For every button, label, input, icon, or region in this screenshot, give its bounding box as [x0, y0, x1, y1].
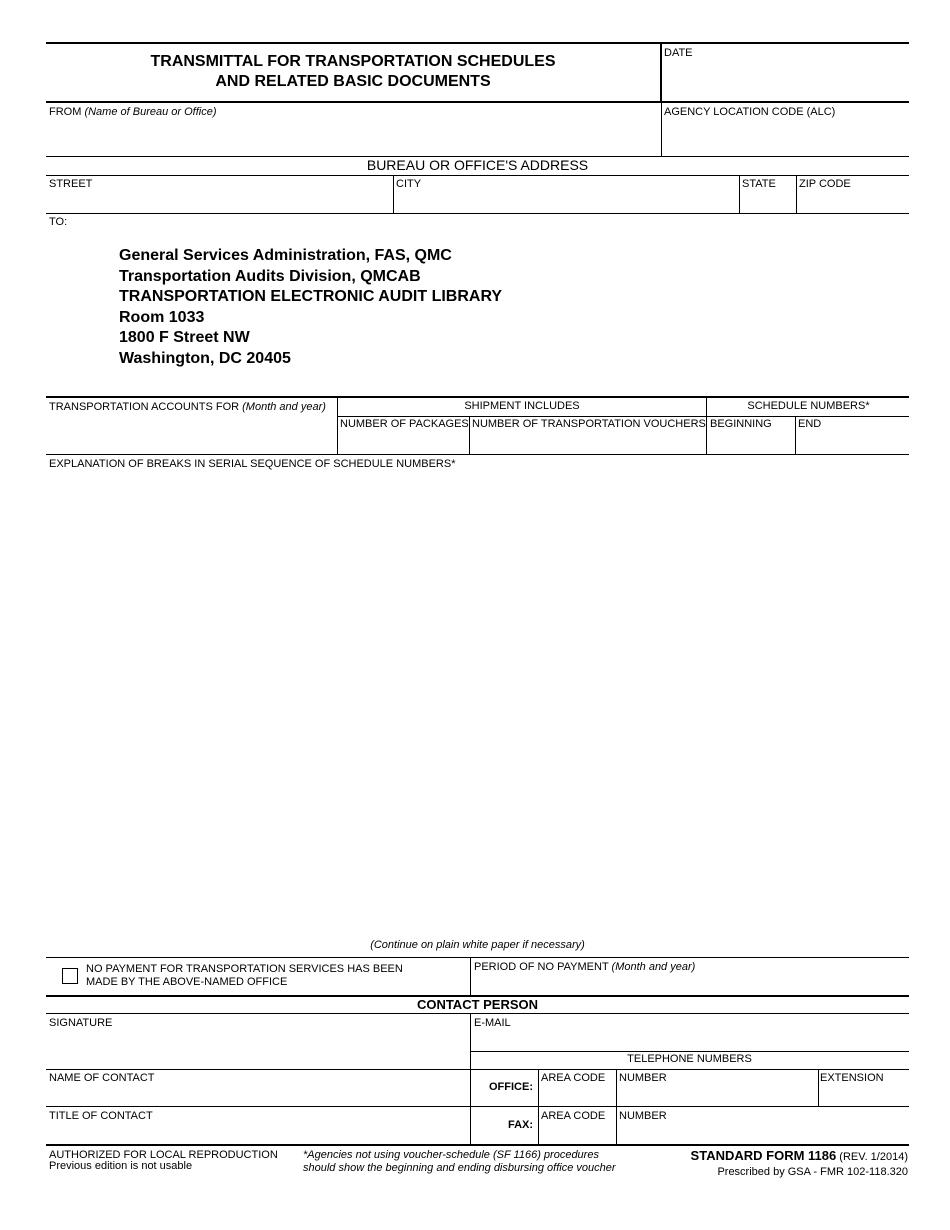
beginning-label: BEGINNING [710, 418, 772, 430]
alc-label: AGENCY LOCATION CODE (ALC) [664, 106, 836, 118]
from-divider [661, 103, 662, 156]
explanation-textarea[interactable] [48, 474, 908, 934]
form-revision: (REV. 1/2014) [839, 1151, 908, 1163]
extension-field[interactable] [820, 1086, 907, 1105]
telephone-heading: TELEPHONE NUMBERS [627, 1053, 752, 1065]
authorized-line2: Previous edition is not usable [49, 1160, 193, 1172]
address-bottom-line [46, 213, 909, 214]
to-line-3: TRANSPORTATION ELECTRONIC AUDIT LIBRARY [119, 288, 503, 306]
beginning-field[interactable] [708, 432, 794, 452]
date-field[interactable] [662, 60, 908, 100]
name-bottom-line [46, 1106, 909, 1107]
office-number-field[interactable] [618, 1086, 816, 1105]
name-label: NAME OF CONTACT [49, 1072, 155, 1084]
contact-divider [470, 1013, 471, 1144]
from-field[interactable] [48, 120, 658, 154]
state-zip-divider [796, 175, 797, 214]
beginning-end-divider [795, 416, 796, 454]
prescribed-line: Prescribed by GSA - FMR 102-118.320 [717, 1166, 908, 1178]
footnote-line2: should show the beginning and ending disbursing office voucher [303, 1162, 616, 1174]
period-field[interactable] [473, 975, 907, 993]
city-field[interactable] [395, 192, 737, 212]
contact-heading: CONTACT PERSON [416, 997, 539, 1012]
zip-label: ZIP CODE [799, 178, 851, 190]
name-field[interactable] [48, 1086, 468, 1105]
fax-label: FAX: [508, 1119, 534, 1131]
accounts-field[interactable] [48, 416, 335, 452]
office-label: OFFICE: [489, 1081, 533, 1093]
no-payment-top-line [46, 957, 909, 958]
fax-number-label: NUMBER [619, 1110, 667, 1122]
address-heading-line [46, 175, 909, 176]
footnote-line1: *Agencies not using voucher-schedule (SF 1166) procedures [303, 1149, 599, 1161]
authorized-line1: AUTHORIZED FOR LOCAL REPRODUCTION [49, 1149, 278, 1161]
from-label: FROM (Name of Bureau or Office) [49, 106, 217, 118]
street-label: STREET [49, 178, 93, 190]
to-line-5: 1800 F Street NW [119, 329, 250, 347]
office-number-label: NUMBER [619, 1072, 667, 1084]
signature-label: SIGNATURE [49, 1017, 113, 1029]
form-title-line2: AND RELATED BASIC DOCUMENTS [215, 73, 491, 90]
no-payment-text-line2: MADE BY THE ABOVE-NAMED OFFICE [86, 976, 288, 988]
end-field[interactable] [797, 432, 908, 452]
email-label: E-MAIL [474, 1017, 511, 1029]
form-number [691, 1148, 908, 1165]
shipment-sub-line [337, 416, 909, 417]
office-area-code-field[interactable] [540, 1086, 614, 1105]
period-label: PERIOD OF NO PAYMENT (Month and year) [474, 961, 696, 973]
explanation-label: EXPLANATION OF BREAKS IN SERIAL SEQUENCE OF SCHEDULE NUMBERS* [49, 458, 456, 470]
alc-field[interactable] [663, 120, 907, 154]
vouchers-label: NUMBER OF TRANSPORTATION VOUCHERS [472, 418, 706, 430]
accounts-bottom-line [46, 454, 909, 455]
form-title-line1: TRANSMITTAL FOR TRANSPORTATION SCHEDULES [150, 53, 556, 70]
signature-field[interactable] [48, 1031, 468, 1067]
shipment-heading: SHIPMENT INCLUDES [464, 400, 580, 412]
state-field[interactable] [741, 192, 794, 212]
schedule-divider [706, 397, 707, 454]
extension-label: EXTENSION [820, 1072, 884, 1084]
header-bottom-line [46, 101, 909, 103]
title-of-contact-field[interactable] [48, 1124, 468, 1143]
continue-note: (Continue on plain white paper if necessary) [370, 939, 585, 951]
title-of-contact-label: TITLE OF CONTACT [49, 1110, 153, 1122]
fax-number-field[interactable] [618, 1124, 907, 1143]
packages-vouchers-divider [469, 416, 470, 454]
packages-label: NUMBER OF PACKAGES [340, 418, 469, 430]
date-label: DATE [664, 47, 693, 59]
top-border [46, 42, 909, 44]
city-state-divider [739, 175, 740, 214]
to-line-1: General Services Administration, FAS, QMC [119, 247, 452, 264]
city-label: CITY [396, 178, 422, 190]
fax-area-code-label: AREA CODE [541, 1110, 606, 1122]
to-line-2: Transportation Audits Division, QMCAB [119, 267, 421, 285]
zip-field[interactable] [798, 192, 908, 212]
address-heading: BUREAU OR OFFICE'S ADDRESS [366, 157, 589, 173]
state-label: STATE [742, 178, 776, 190]
to-label: TO: [49, 216, 68, 228]
no-payment-divider [470, 957, 471, 995]
accounts-label: TRANSPORTATION ACCOUNTS FOR (Month and year) [49, 401, 326, 413]
office-area-code-label: AREA CODE [541, 1072, 606, 1084]
street-city-divider [393, 175, 394, 214]
to-line-6: Washington, DC 20405 [119, 350, 291, 367]
email-field[interactable] [473, 1031, 907, 1049]
signature-bottom-line [46, 1069, 909, 1070]
form-name: STANDARD FORM 1186 [690, 1148, 837, 1163]
vouchers-field[interactable] [471, 432, 705, 452]
email-bottom-line [470, 1051, 909, 1052]
contact-heading-line [46, 1013, 909, 1014]
contact-bottom-line [46, 1144, 909, 1146]
office-extension-divider [818, 1069, 819, 1107]
accounts-top-line [46, 396, 909, 398]
packages-field[interactable] [339, 432, 468, 452]
to-line-4: Room 1033 [119, 308, 205, 326]
no-payment-checkbox[interactable] [62, 968, 78, 984]
schedule-heading: SCHEDULE NUMBERS* [747, 400, 870, 412]
end-label: END [798, 418, 822, 430]
fax-area-code-field[interactable] [540, 1124, 614, 1143]
no-payment-text-line1: NO PAYMENT FOR TRANSPORTATION SERVICES HAS BEEN [86, 963, 403, 975]
street-field[interactable] [48, 192, 390, 212]
